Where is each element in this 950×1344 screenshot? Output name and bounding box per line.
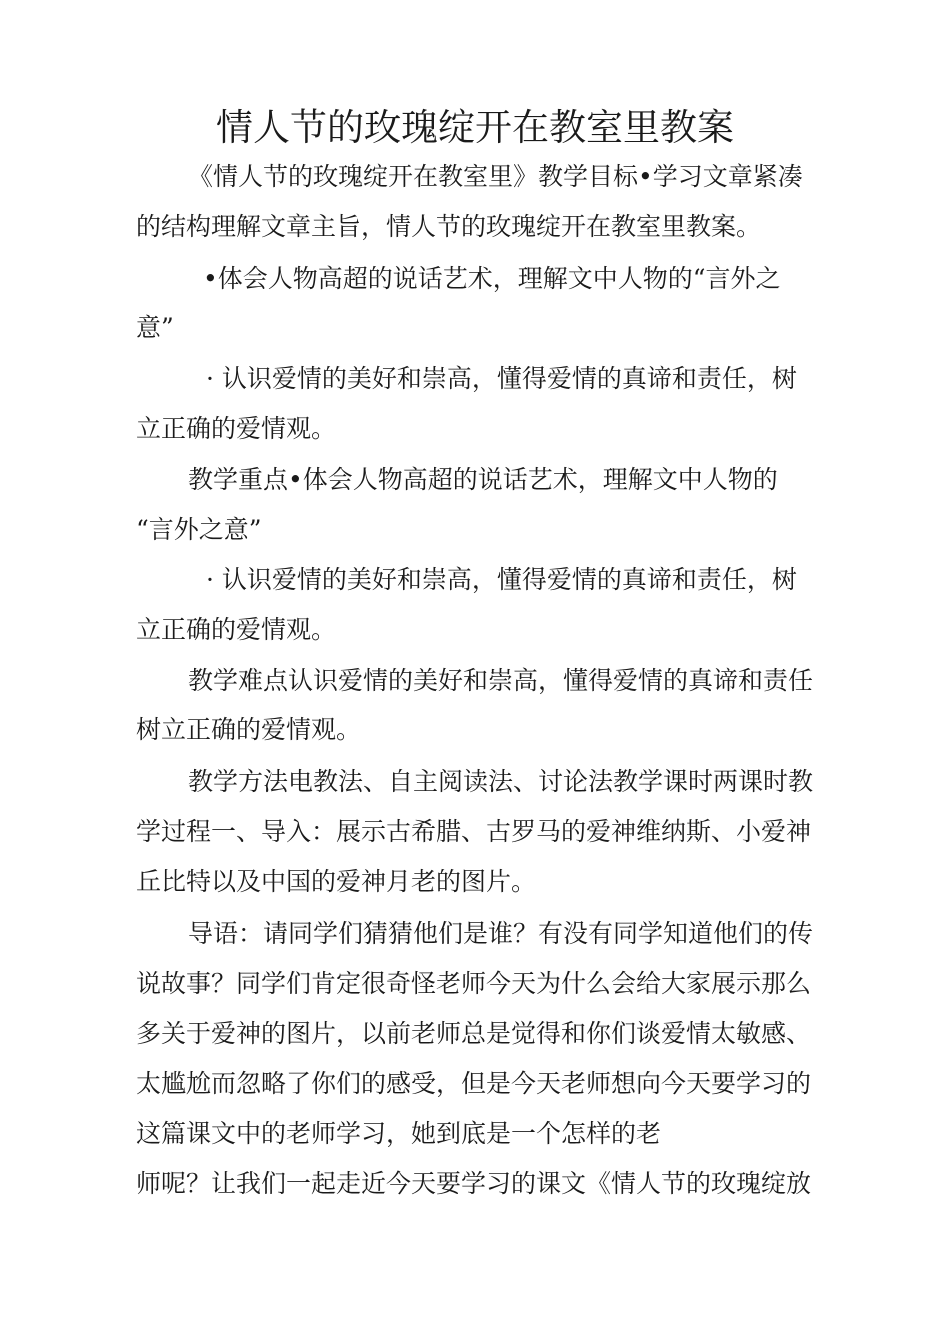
paragraph-line: 教学难点认识爱情的美好和崇高，懂得爱情的真谛和责任 (188, 666, 814, 695)
paragraph-line: 的结构理解文章主旨，情人节的玫瑰绽开在教室里教案。 (136, 212, 762, 241)
paragraph-line: “言外之意” (136, 515, 262, 544)
paragraph-line: 丘比特以及中国的爱神月老的图片。 (136, 867, 537, 896)
paragraph-line: · 认识爱情的美好和崇高，懂得爱情的真谛和责任，树 (206, 565, 797, 594)
paragraph-line: •体会人物高超的说话艺术，理解文中人物的“言外之 (203, 264, 781, 293)
paragraph-line: 《情人节的玫瑰绽开在教室里》教学目标•学习文章紧凑 (188, 162, 803, 191)
paragraph-line: 教学方法电教法、自主阅读法、讨论法教学课时两课时教 (188, 767, 814, 796)
paragraph-line: 立正确的爱情观。 (136, 615, 337, 644)
paragraph-line: 这篇课文中的老师学习，她到底是一个怎样的老 (136, 1119, 662, 1148)
document-title: 情人节的玫瑰绽开在教室里教案 (216, 106, 734, 149)
paragraph-line: 立正确的爱情观。 (136, 414, 337, 443)
paragraph-line: 树立正确的爱情观。 (136, 715, 362, 744)
paragraph-line: 意” (136, 313, 174, 342)
paragraph-line: 太尴尬而忽略了你们的感受，但是今天老师想向今天要学习的 (136, 1069, 812, 1098)
paragraph-line: 教学重点•体会人物高超的说话艺术，理解文中人物的 (188, 465, 778, 494)
paragraph-line: 学过程一、导入：展示古希腊、古罗马的爱神维纳斯、小爱神 (136, 817, 812, 846)
paragraph-line: 说故事？同学们肯定很奇怪老师今天为什么会给大家展示那么 (136, 969, 812, 998)
paragraph-line: 导语：请同学们猜猜他们是谁？有没有同学知道他们的传 (188, 919, 814, 948)
paragraph-line: 师呢？让我们一起走近今天要学习的课文《情人节的玫瑰绽放 (136, 1169, 812, 1198)
paragraph-line: · 认识爱情的美好和崇高，懂得爱情的真谛和责任，树 (206, 364, 797, 393)
paragraph-line: 多关于爱神的图片，以前老师总是觉得和你们谈爱情太敏感、 (136, 1019, 812, 1048)
